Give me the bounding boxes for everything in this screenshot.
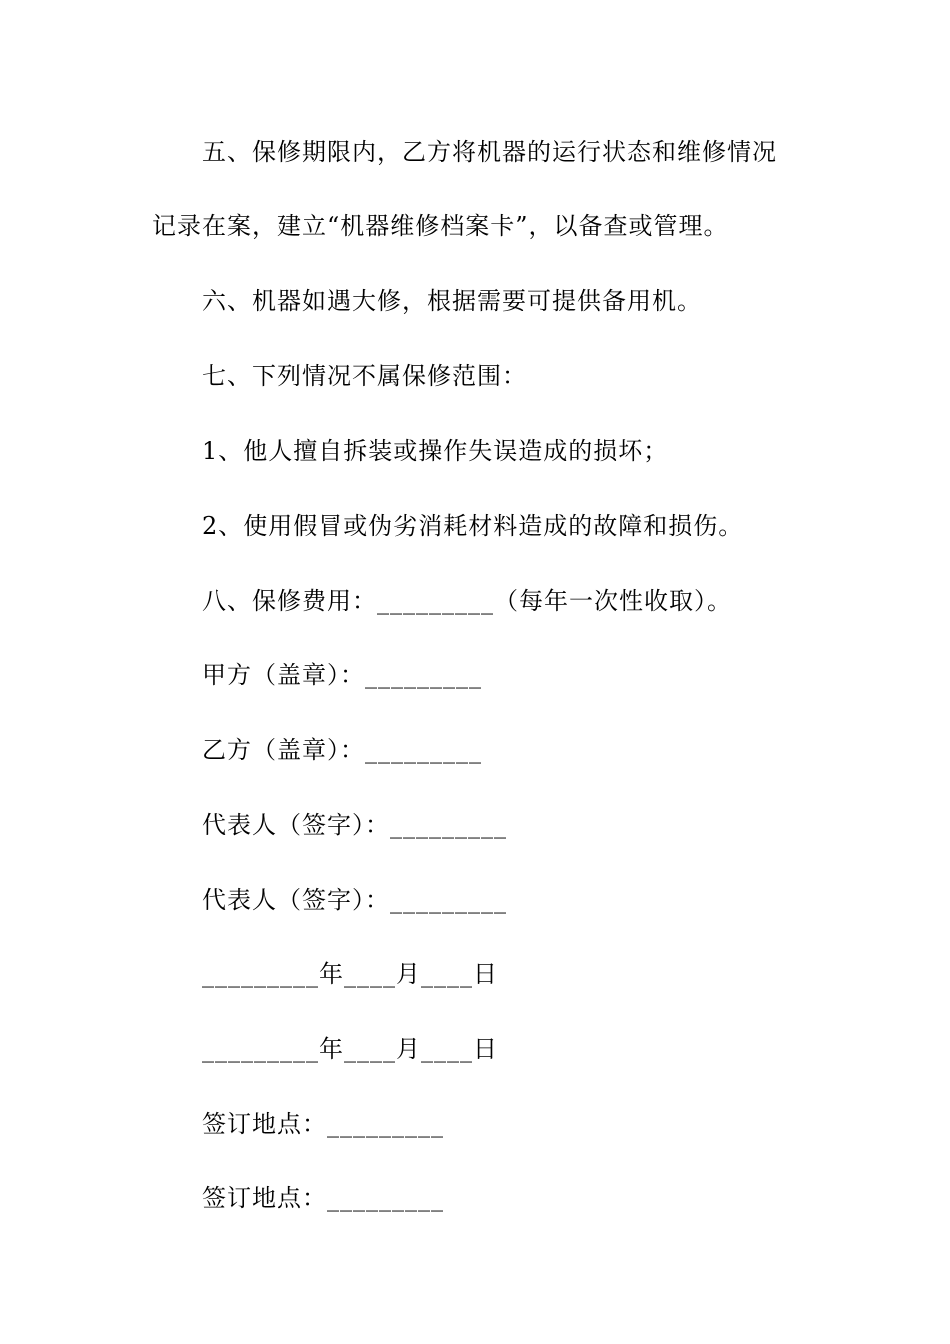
representative-signature-1: 代表人（签字）：_________ bbox=[202, 811, 507, 839]
clause-7-item-2: 2、使用假冒或伪劣消耗材料造成的故障和损伤。 bbox=[202, 512, 744, 540]
clause-5-text: 五、保修期限内，乙方将机器的运行状态和维修情况 bbox=[202, 138, 777, 166]
party-a-seal: 甲方（盖章）：_________ bbox=[202, 661, 482, 689]
clause-5-continuation: 记录在案，建立“机器维修档案卡”，以备查或管理。 bbox=[152, 212, 729, 240]
date-line-2: _________年____月____日 bbox=[202, 1035, 498, 1063]
clause-7-heading: 七、下列情况不属保修范围： bbox=[202, 362, 527, 390]
signing-location-1: 签订地点：_________ bbox=[202, 1110, 444, 1138]
party-b-seal: 乙方（盖章）：_________ bbox=[202, 736, 482, 764]
representative-signature-2: 代表人（签字）：_________ bbox=[202, 886, 507, 914]
clause-7-item-1: 1、他人擅自拆装或操作失误造成的损坏； bbox=[202, 437, 669, 465]
date-line-1: _________年____月____日 bbox=[202, 960, 498, 988]
clause-6-text: 六、机器如遇大修，根据需要可提供备用机。 bbox=[202, 287, 702, 315]
clause-8-fee: 八、保修费用：_________（每年一次性收取）。 bbox=[202, 587, 732, 615]
signing-location-2: 签订地点：_________ bbox=[202, 1184, 444, 1212]
